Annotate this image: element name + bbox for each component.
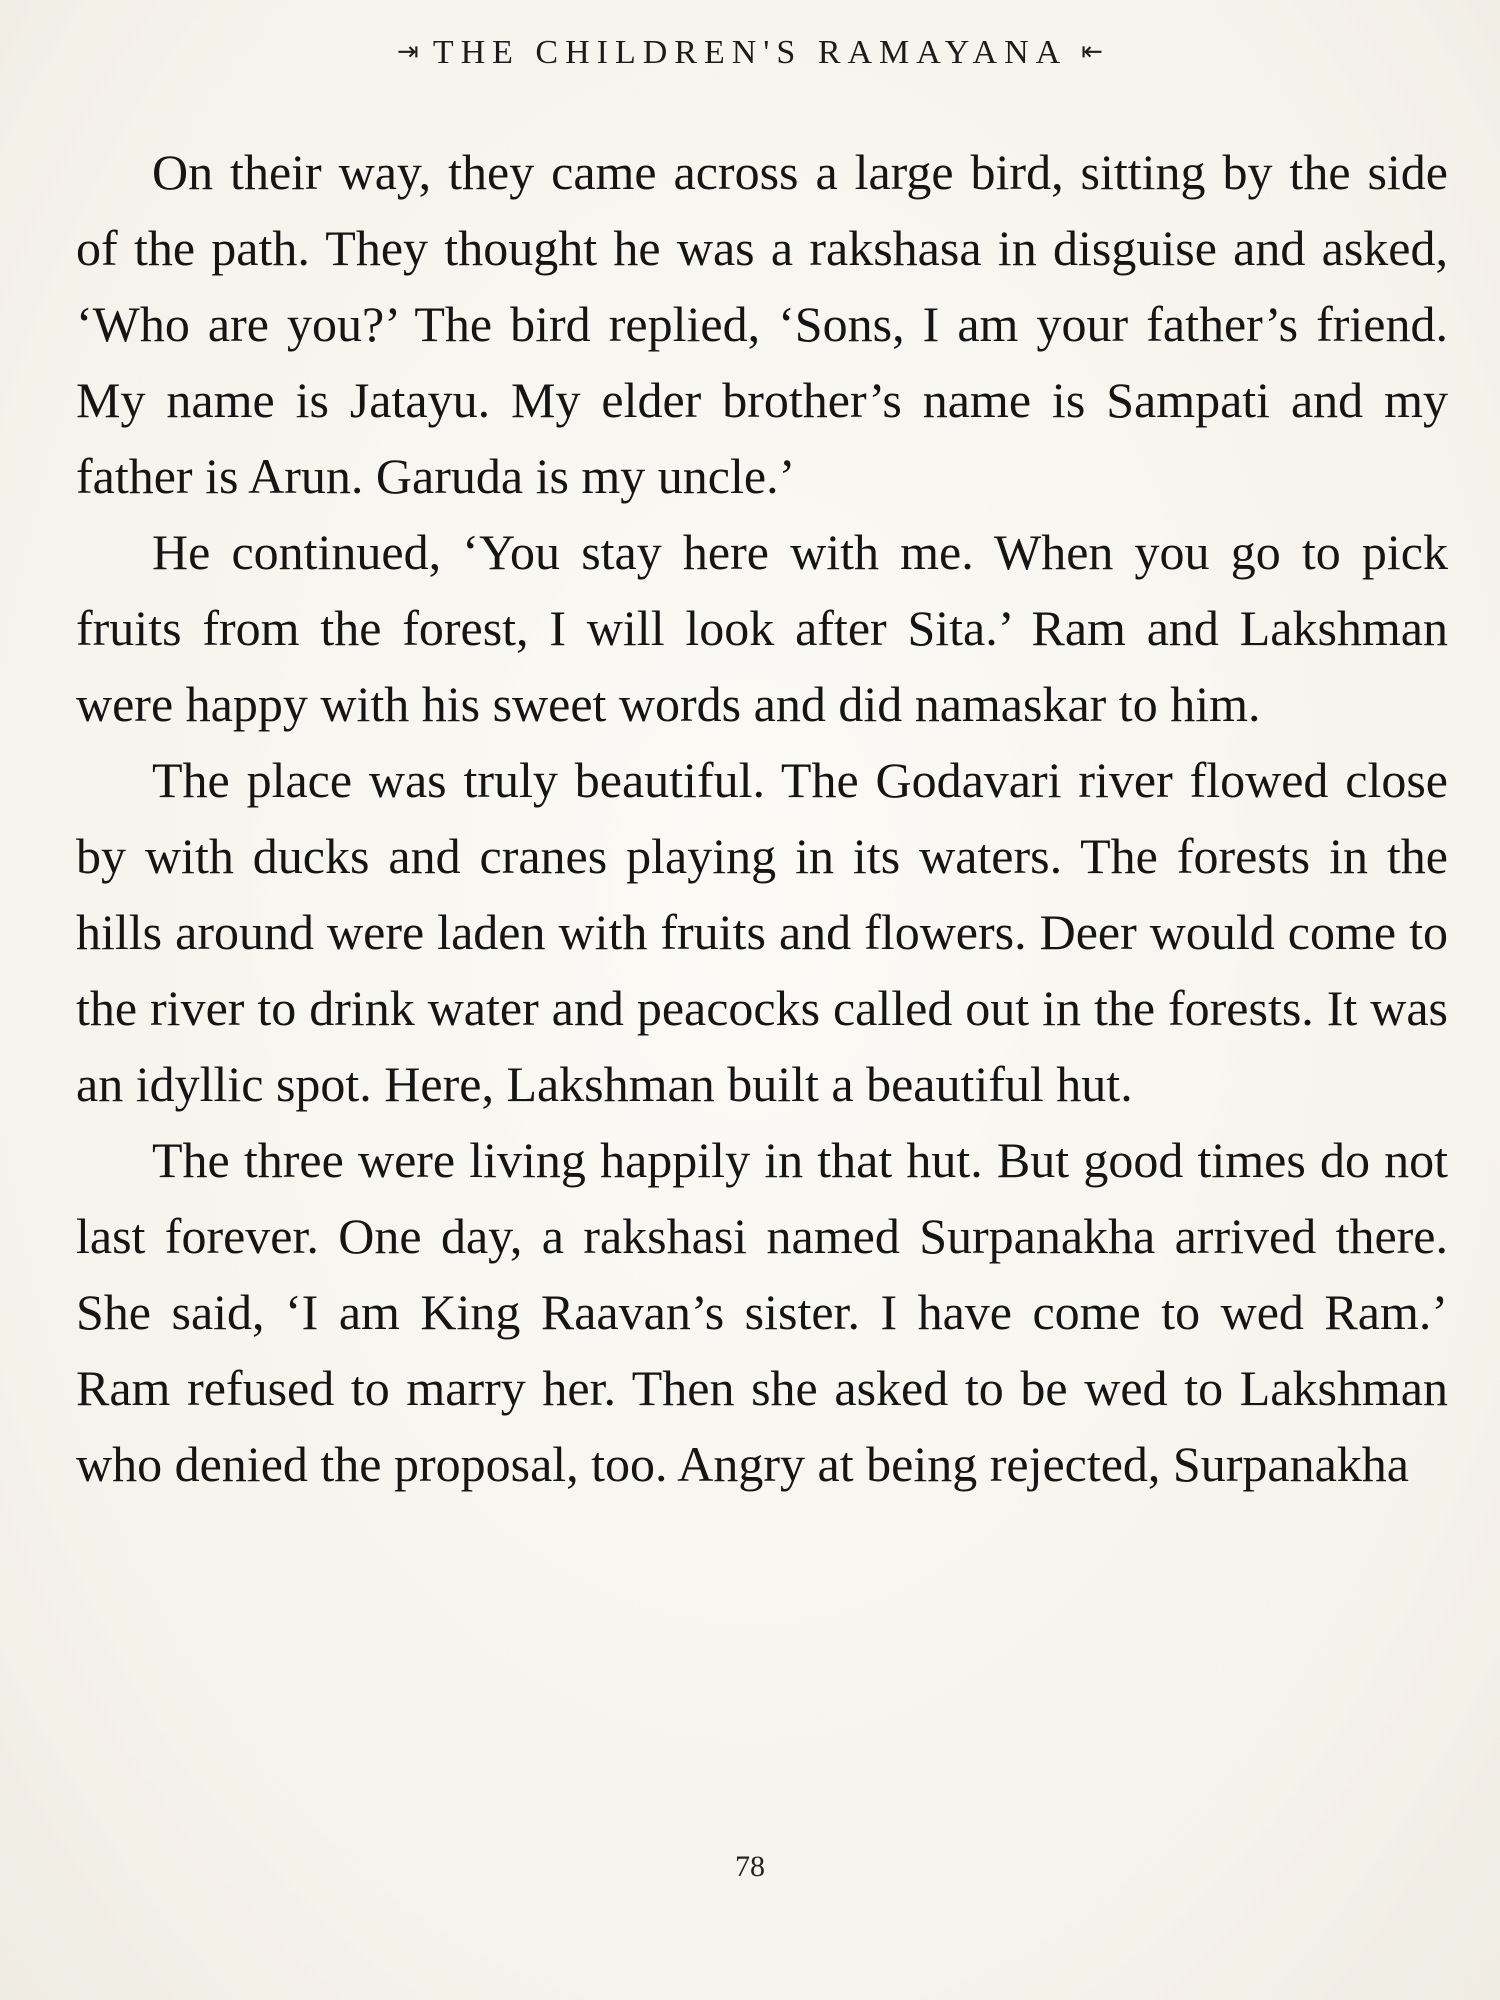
book-title: THE CHILDREN'S RAMAYANA: [432, 34, 1068, 71]
paragraph: The three were living happily in that hut. But good times do not last forever. One day, a rakshasi named Surpanakha arrived there. She said, ‘I am King Raavan’s sister. I have come to wed Ram.’ Ram refused to marry her. Then she asked to be wed to Lakshman who denied the proposal, too. Angry at being rejected, Surpanakha: [76, 1132, 1448, 1492]
paragraph: The place was truly beautiful. The Godavari river flowed close by with ducks and cranes playing in its waters. The forests in the hills around were laden with fruits and flowers. Deer would come to the river to drink water and peacocks called out in the forests. It was an idyllic spot. Here, Lakshman built a beautiful hut.: [76, 752, 1448, 1112]
page-number: 78: [735, 1850, 765, 1883]
ornament-left-icon: ⇥: [397, 37, 419, 66]
paragraph: On their way, they came across a large bird, sitting by the side of the path. They thought he was a rakshasa in disguise and asked, ‘Who are you?’ The bird replied, ‘Sons, I am your father’s friend. My name is Jatayu. My elder brother’s name is Sampati and my father is Arun. Garuda is my uncle.’: [76, 144, 1448, 504]
ornament-right-icon: ⇤: [1081, 37, 1103, 66]
paragraph: He continued, ‘You stay here with me. When you go to pick fruits from the forest, I will look after Sita.’ Ram and Lakshman were happy with his sweet words and did namaskar to him.: [76, 524, 1448, 732]
running-head: [0, 34, 1500, 72]
body-text: [76, 134, 1448, 1502]
